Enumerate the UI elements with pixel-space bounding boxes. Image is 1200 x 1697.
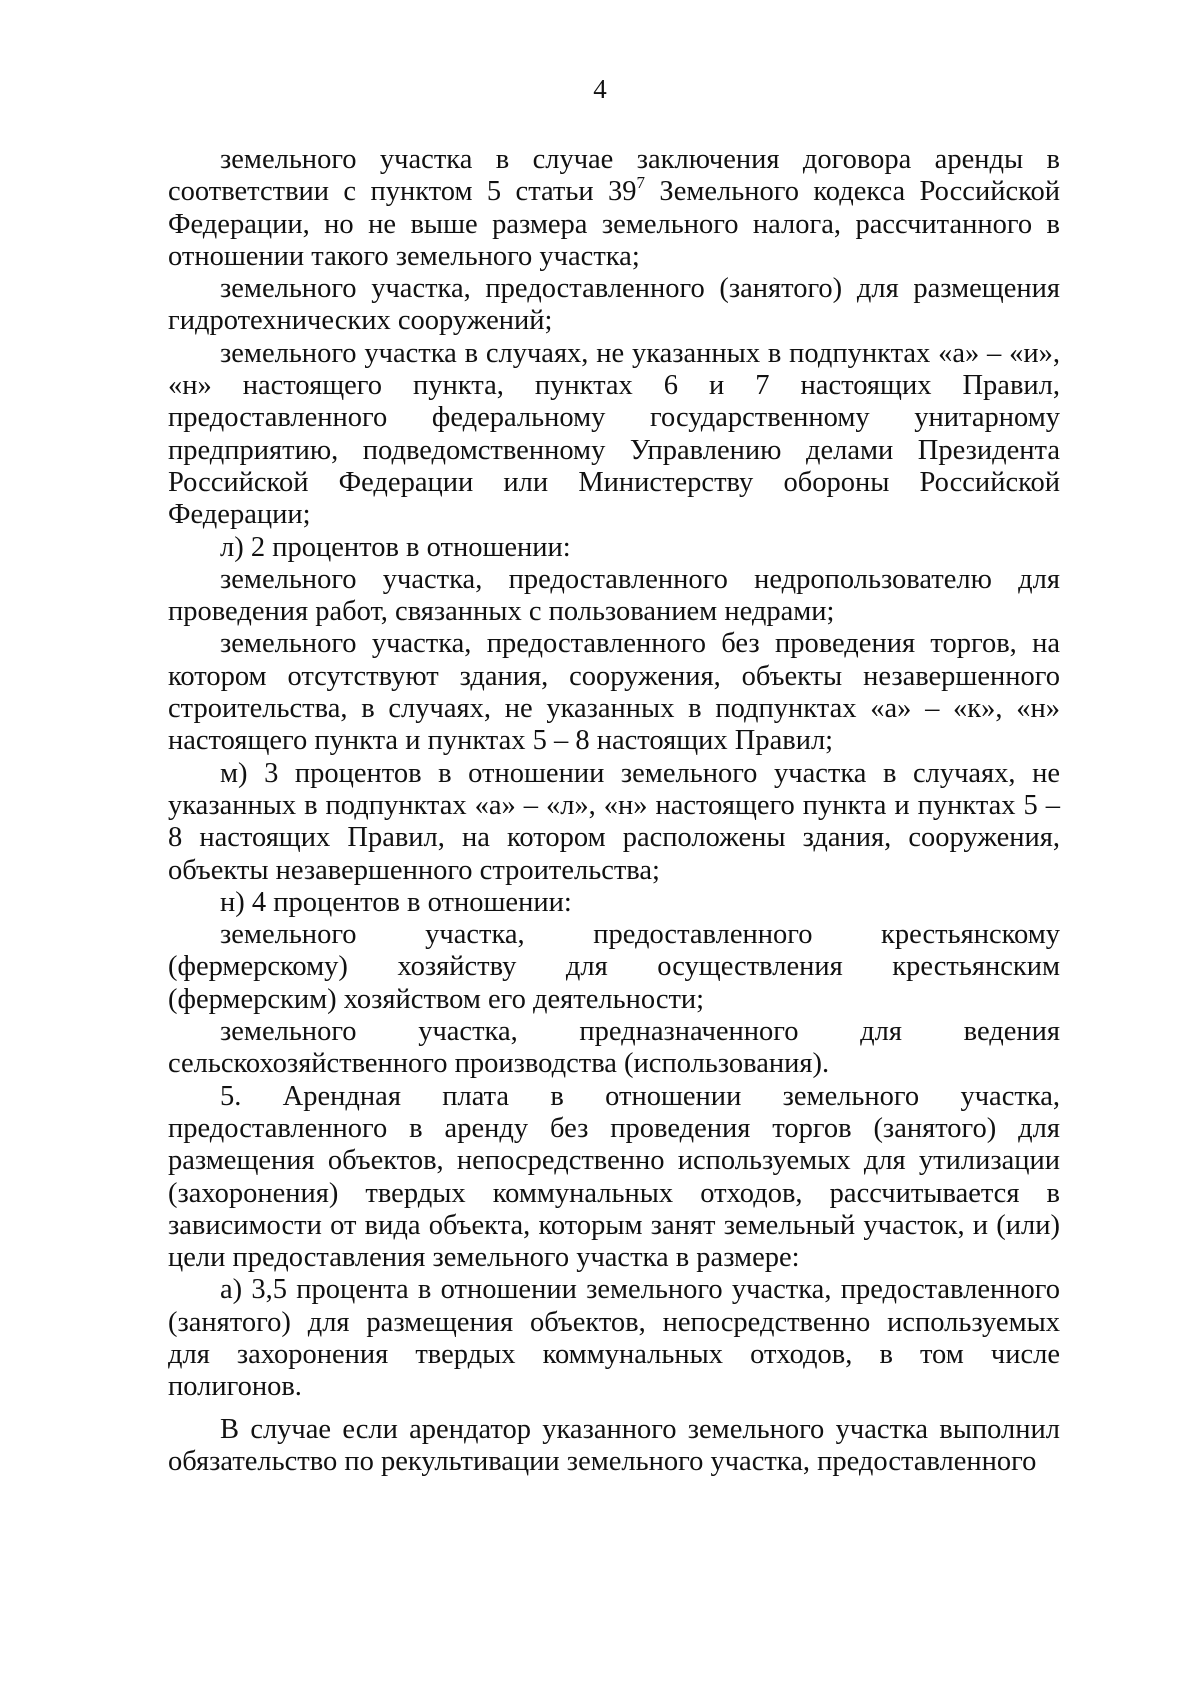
page-number: 4 — [593, 74, 607, 104]
subclause-a: а) 3,5 процента в отношении земельного участка, предоставленного (занятого) для размещения объектов, непосредственно используемых для захоронения твердых коммунальных отходов, в том числе полигонов. — [168, 1274, 1060, 1403]
subclause-l-heading: л) 2 процентов в отношении: — [220, 531, 571, 563]
paragraph-13: В случае если арендатор указанного земельного участка выполнил обязательство по рекультивации земельного участка, предоставленного — [168, 1413, 1060, 1477]
paragraph-5: земельного участка, предоставленного недропользователю для проведения работ, связанных с пользованием недрами; — [168, 563, 1060, 628]
paragraph-2: земельного участка, предоставленного (занятого) для размещения гидротехнических сооружений; — [168, 273, 1060, 337]
paragraph-1 — [168, 144, 1060, 273]
subclause-m: м) 3 процентов в отношении земельного участка в случаях, не указанных в подпунктах «а» – «л», «н» настоящего пункта и пунктах 5 – 8 настоящих Правил, на котором расположены здания, сооружения, объекты незавершенного строительства; — [168, 757, 1060, 886]
subclause-n-heading: н) 4 процентов в отношении: — [220, 886, 572, 918]
clause-5: 5. Арендная плата в отношении земельного участка, предоставленного в аренду без проведения торгов (занятого) для размещения объектов, непосредственно используемых для утилизации (захоронения) твердых коммунальных отходов, рассчитывается в зависимости от вида объекта, которым занят земельный участок, и (или) цели предоставления земельного участка в размере: — [168, 1080, 1060, 1274]
article-superscript: 7 — [636, 173, 646, 193]
paragraph-1-text: земельного участка в случае заключения договора аренды в соответствии с пунктом 5 статьи 39 — [168, 144, 1060, 208]
paragraph-3: земельного участка в случаях, не указанных в подпунктах «а» – «и», «н» настоящего пункта, пунктах 6 и 7 настоящих Правил, предоставленного федеральному государственному унитарному предприятию, подведомственному Управлению делами Президента Российской Федерации или Министерству обороны Российской Федерации; — [168, 337, 1060, 531]
paragraph-1-text-cont: Земельного кодекса Российской Федерации, но не выше размера земельного налога, рассчитанного в отношении такого земельного участка; — [168, 176, 1060, 272]
document-body — [168, 144, 1060, 1478]
paragraph-10: земельного участка, предназначенного для ведения сельскохозяйственного производства (использования). — [168, 1016, 1060, 1080]
paragraph-9: земельного участка, предоставленного крестьянскому (фермерскому) хозяйству для осуществления крестьянским (фермерским) хозяйством его деятельности; — [168, 919, 1060, 1015]
paragraph-6: земельного участка, предоставленного без проведения торгов, на котором отсутствуют здания, сооружения, объекты незавершенного строительства, в случаях, не указанных в подпунктах «а» – «к», «н» настоящего пункта и пунктах 5 – 8 настоящих Правил; — [168, 628, 1060, 757]
